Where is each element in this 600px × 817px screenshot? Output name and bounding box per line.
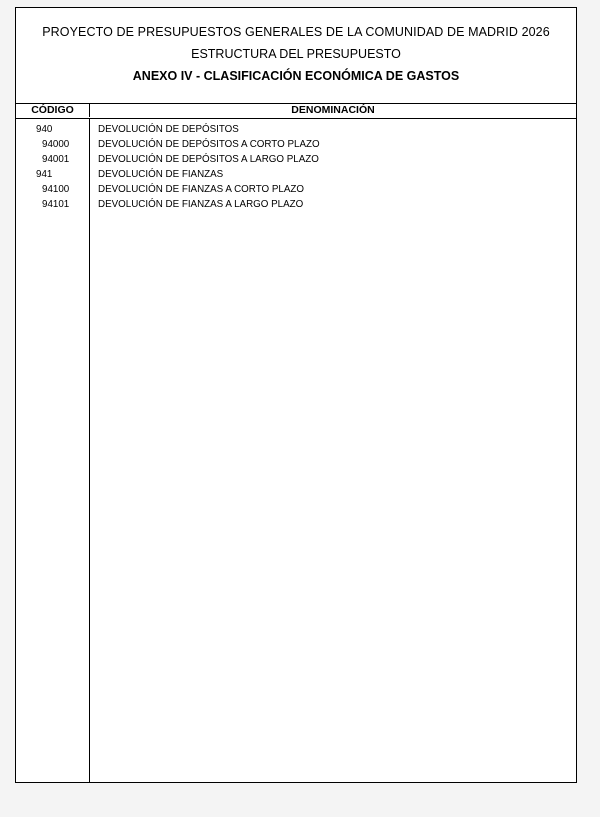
- table-row: [16, 167, 576, 182]
- table-row: [16, 137, 576, 152]
- document-title: PROYECTO DE PRESUPUESTOS GENERALES DE LA COMUNIDAD DE MADRID 2026: [42, 25, 550, 39]
- row-name: DEVOLUCIÓN DE FIANZAS A CORTO PLAZO: [98, 184, 304, 195]
- document-header: [16, 8, 576, 104]
- annex-title: ANEXO IV - CLASIFICACIÓN ECONÓMICA DE GASTOS: [132, 69, 460, 83]
- row-name: DEVOLUCIÓN DE FIANZAS: [98, 169, 224, 180]
- table-row: [16, 197, 576, 212]
- table-row: [16, 122, 576, 137]
- row-name: DEVOLUCIÓN DE DEPÓSITOS A CORTO PLAZO: [98, 139, 320, 150]
- table-row: [16, 152, 576, 167]
- column-header-name: DENOMINACIÓN: [291, 104, 375, 116]
- row-code: 94100: [42, 184, 70, 195]
- column-divider: [89, 119, 91, 782]
- row-code: 94001: [42, 154, 70, 165]
- document-page: [15, 7, 577, 783]
- table-row: [16, 182, 576, 197]
- row-code: 940: [36, 124, 53, 135]
- document-subtitle: ESTRUCTURA DEL PRESUPUESTO: [191, 47, 401, 61]
- row-code: 94101: [42, 199, 70, 210]
- row-code: 941: [36, 169, 53, 180]
- row-name: DEVOLUCIÓN DE DEPÓSITOS A LARGO PLAZO: [98, 154, 319, 165]
- table-body: [16, 122, 576, 212]
- row-name: DEVOLUCIÓN DE FIANZAS A LARGO PLAZO: [98, 199, 304, 210]
- row-name: DEVOLUCIÓN DE DEPÓSITOS: [98, 124, 239, 135]
- table-header: [16, 104, 576, 119]
- column-header-code: CÓDIGO: [16, 104, 90, 117]
- row-code: 94000: [42, 139, 70, 150]
